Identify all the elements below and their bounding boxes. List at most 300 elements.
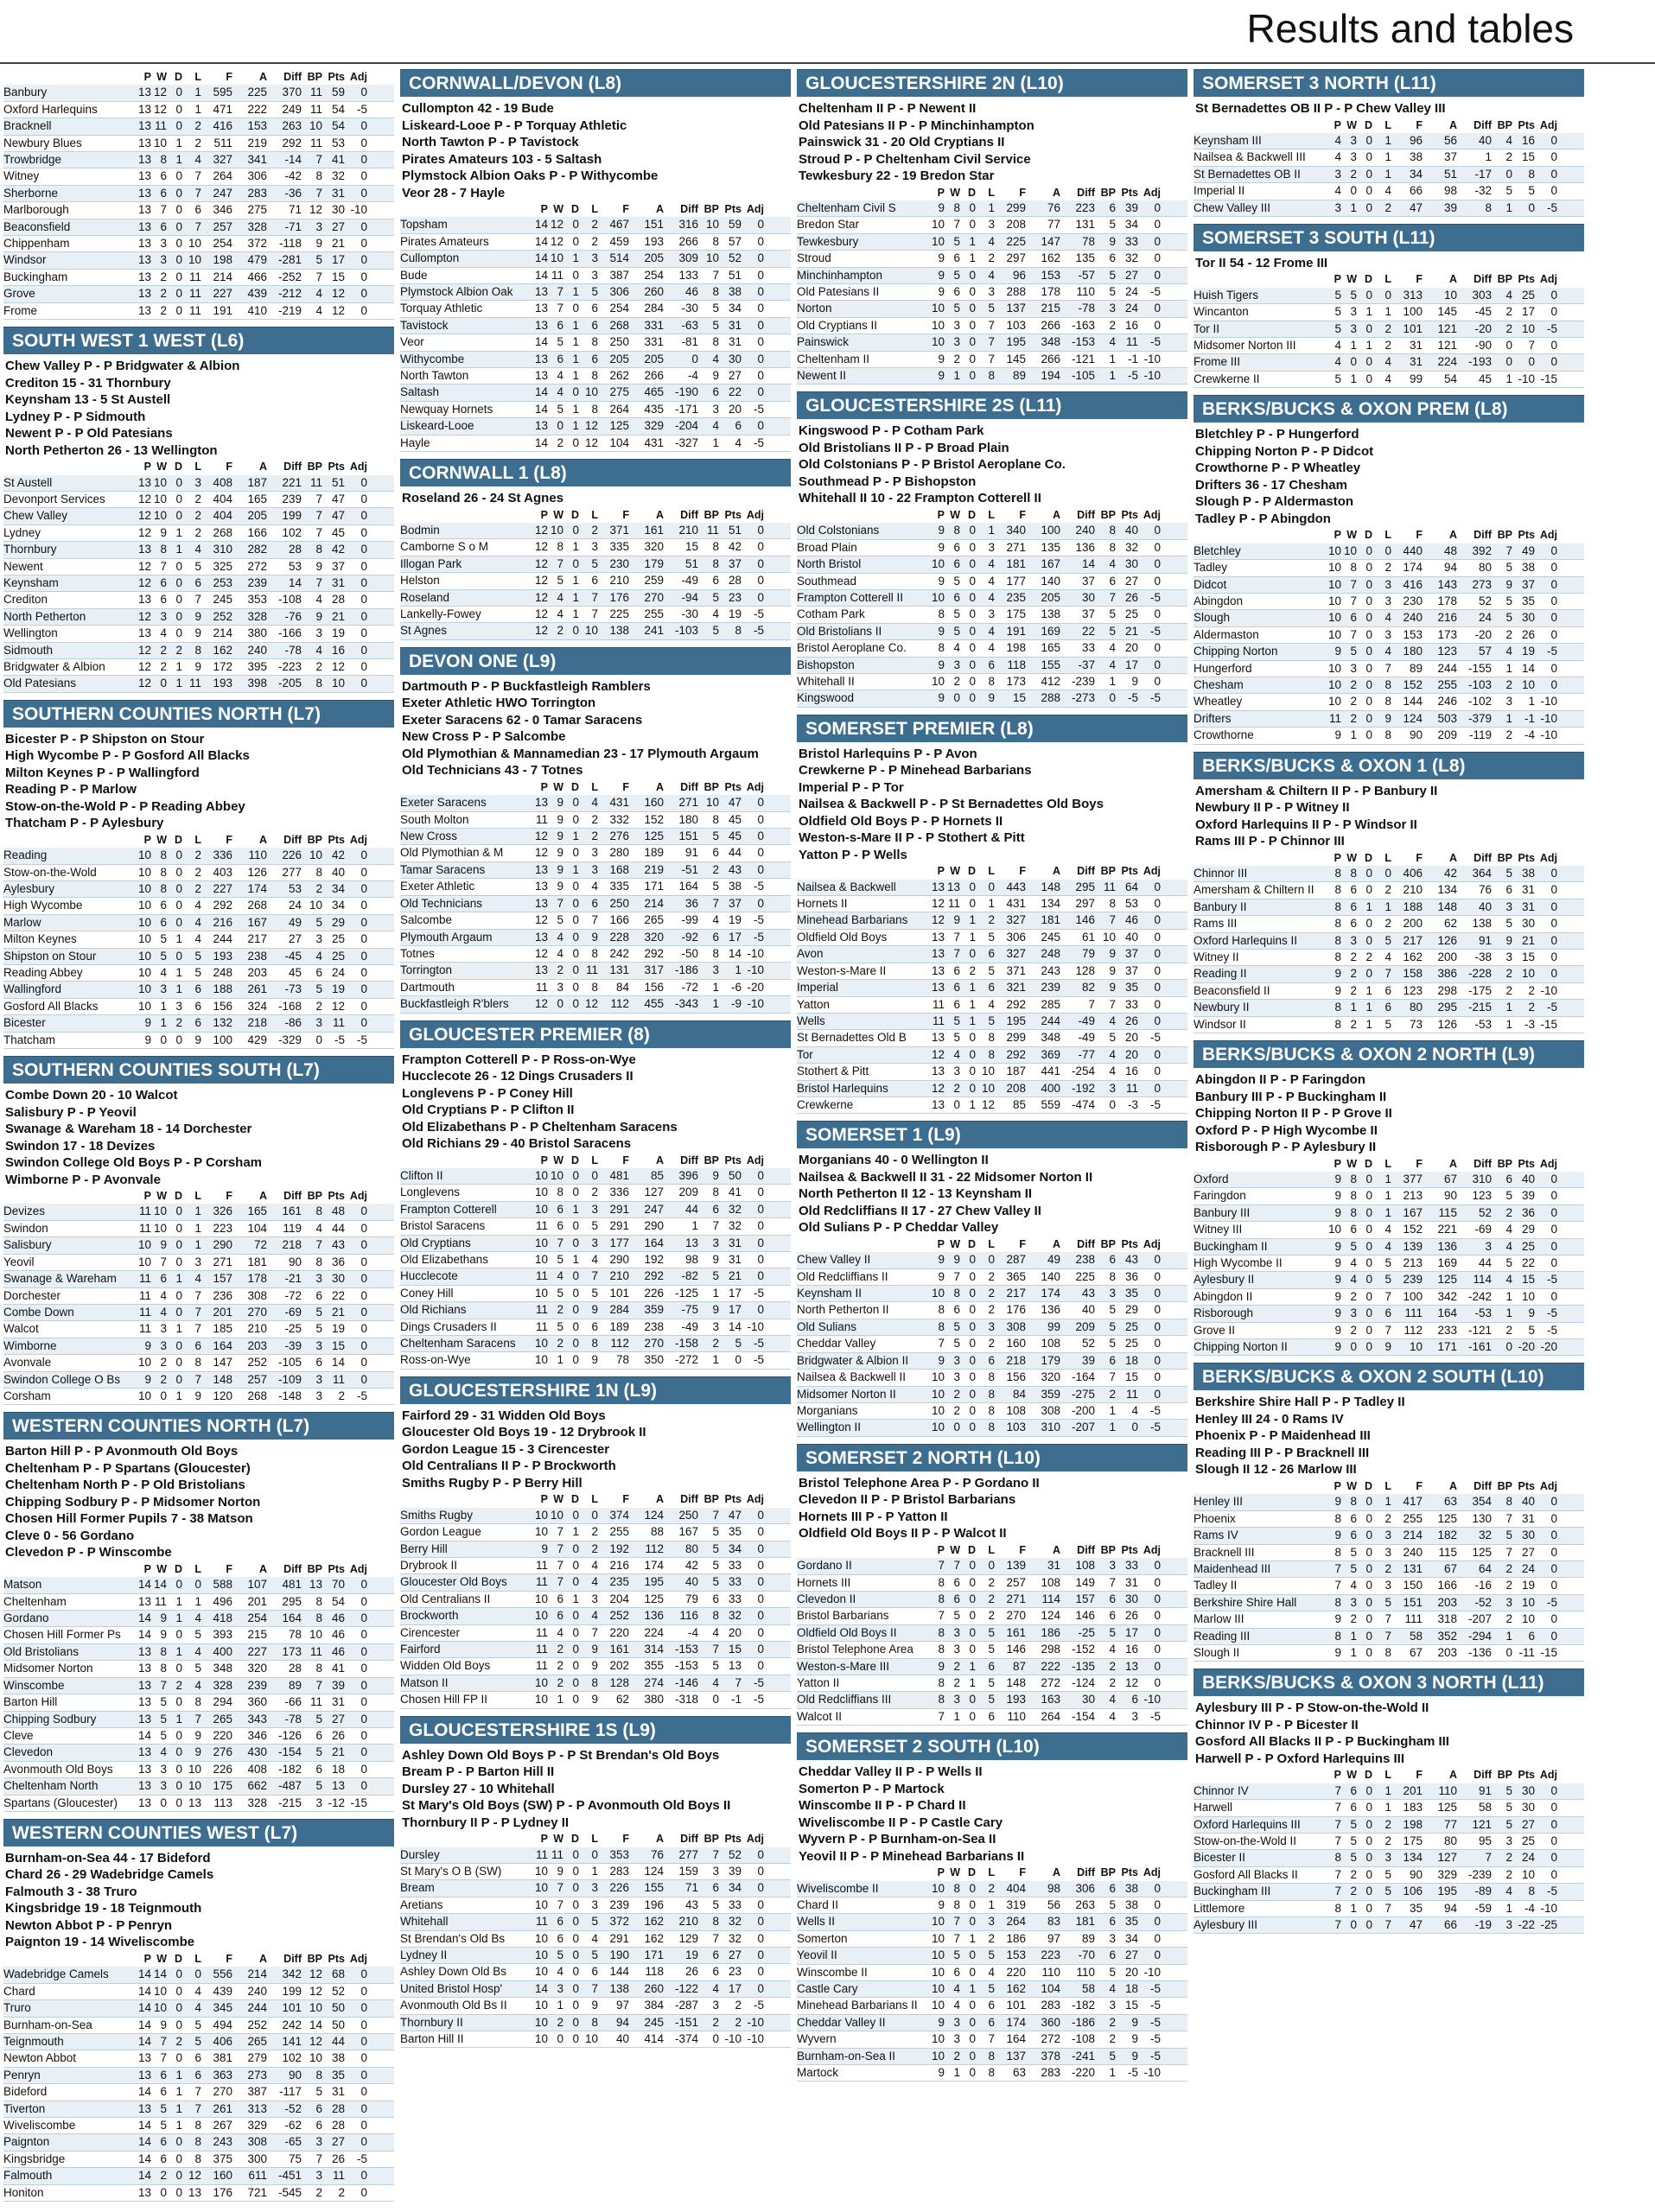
- stat-cell: -474: [1071, 1097, 1095, 1111]
- stat-cell: 4: [1384, 1239, 1391, 1253]
- stat-cell: 115: [1438, 1205, 1457, 1219]
- stat-cell: 8: [591, 1675, 598, 1689]
- stat-cell: 3: [953, 335, 960, 349]
- stat-cell: 10: [1409, 1340, 1423, 1353]
- stat-cell: 3: [315, 626, 322, 640]
- stat-cell: 0: [1365, 1529, 1372, 1542]
- table-row: [1194, 882, 1584, 899]
- table-header-cell: BP: [1497, 118, 1512, 131]
- stat-cell: 8: [160, 849, 167, 862]
- team-name: Tavistock: [400, 318, 449, 332]
- table-row: [3, 1221, 394, 1237]
- stat-cell: 7: [194, 1712, 201, 1726]
- stat-cell: 2: [175, 1016, 182, 1030]
- stat-cell: 0: [969, 2032, 976, 2046]
- league-table: [3, 848, 394, 1049]
- stat-cell: 10: [931, 1948, 945, 1962]
- stat-cell: 1: [1109, 674, 1116, 688]
- stat-cell: 167: [678, 1525, 698, 1539]
- results-list: [400, 678, 791, 779]
- stat-cell: 1: [1365, 983, 1372, 997]
- stat-cell: 2: [557, 963, 563, 977]
- stat-cell: 6: [591, 574, 598, 588]
- team-name: Barton Hill: [3, 1695, 58, 1709]
- stat-cell: 2: [591, 812, 598, 826]
- stat-cell: 0: [1550, 1172, 1557, 1185]
- stat-cell: 125: [609, 419, 629, 433]
- stat-cell: 6: [1350, 1529, 1357, 1542]
- table-header-cell: BP: [1497, 1479, 1512, 1492]
- table-header-cell: L: [194, 1952, 201, 1965]
- team-name: Cheltenham Saracens: [400, 1337, 516, 1350]
- table-header-cell: W: [1346, 118, 1357, 131]
- stat-cell: 222: [1041, 1659, 1060, 1673]
- stat-cell: 23: [728, 1965, 742, 1979]
- stat-cell: -53: [1474, 1306, 1492, 1320]
- stat-cell: 12: [550, 234, 563, 248]
- stat-cell: 10: [534, 1508, 548, 1522]
- stat-cell: 270: [247, 1305, 267, 1319]
- result-line: Gloucester Old Boys 19 - 12 Drybrook II: [402, 1425, 646, 1440]
- stat-cell: 9: [194, 1745, 201, 1759]
- stat-cell: 165: [247, 492, 267, 505]
- results-list: [797, 1764, 1187, 1865]
- table-header-cell: Adj: [1143, 1866, 1161, 1879]
- stat-cell: 1: [1350, 1001, 1357, 1014]
- league-table: [400, 1168, 791, 1370]
- stat-cell: 318: [1437, 1612, 1457, 1626]
- result-line: Bream P - P Barton Hill II: [402, 1764, 555, 1780]
- stat-cell: 240: [247, 643, 267, 657]
- stat-cell: 310: [213, 543, 232, 556]
- table-row: [1194, 866, 1584, 882]
- stat-cell: 19: [331, 626, 345, 640]
- table-header-cell: Diff: [1077, 1543, 1095, 1556]
- stat-cell: 443: [1006, 880, 1026, 893]
- stat-cell: 11: [535, 1847, 548, 1861]
- table-header-cell: [400, 1153, 530, 1168]
- stat-cell: 1: [194, 1238, 201, 1252]
- stat-cell: 327: [1006, 947, 1026, 961]
- stat-cell: 295: [1075, 880, 1095, 893]
- stat-cell: 6: [1350, 917, 1357, 931]
- stat-cell: 4: [160, 1745, 167, 1759]
- stat-cell: 4: [194, 1678, 201, 1692]
- table-header-cell: P: [937, 1866, 945, 1879]
- stat-cell: 1: [1109, 1421, 1116, 1434]
- stat-cell: 4: [988, 557, 995, 571]
- stat-cell: 0: [969, 2049, 976, 2063]
- stat-cell: 16: [1521, 133, 1535, 147]
- stat-cell: 46: [331, 1611, 345, 1625]
- stat-cell: 10: [931, 590, 945, 604]
- stat-cell: 13: [137, 1745, 151, 1759]
- table-row: [1194, 560, 1584, 576]
- stat-cell: 5: [315, 1779, 322, 1793]
- stat-cell: 227: [213, 882, 232, 895]
- table-row: [400, 896, 791, 912]
- stat-cell: 3: [591, 1236, 598, 1249]
- team-name: High Wycombe II: [1194, 1255, 1283, 1269]
- stat-cell: 181: [247, 1255, 267, 1268]
- stat-cell: 6: [1109, 1592, 1116, 1605]
- stat-cell: 0: [1550, 1817, 1557, 1831]
- stat-cell: 4: [315, 1221, 322, 1235]
- team-name: Didcot: [1194, 577, 1227, 591]
- table-row: [400, 1592, 791, 1608]
- stat-cell: -5: [753, 1286, 764, 1300]
- stat-cell: 102: [282, 525, 302, 539]
- league-section: [3, 69, 394, 320]
- stat-cell: 245: [644, 2015, 664, 2029]
- stat-cell: 0: [1365, 1323, 1372, 1337]
- stat-cell: 2: [194, 136, 201, 149]
- stat-cell: 0: [1154, 1047, 1161, 1061]
- stat-cell: 559: [1041, 1097, 1060, 1111]
- stat-cell: 313: [247, 2101, 267, 2115]
- stat-cell: 3: [591, 540, 598, 554]
- stat-cell: -5: [1546, 1323, 1557, 1337]
- stat-cell: 6: [194, 1338, 201, 1352]
- stat-cell: 417: [1403, 1495, 1423, 1509]
- results-list: [797, 1152, 1187, 1236]
- stat-cell: -36: [284, 186, 302, 200]
- table-row: [3, 1577, 394, 1593]
- stat-cell: 294: [213, 1695, 232, 1709]
- stat-cell: 7: [1109, 1575, 1116, 1589]
- table-row: [400, 1864, 791, 1880]
- stat-cell: 6: [160, 169, 167, 183]
- stat-cell: 186: [1006, 1931, 1026, 1945]
- stat-cell: 7: [160, 559, 167, 573]
- stat-cell: -5: [753, 1337, 764, 1350]
- stat-cell: 3: [1350, 321, 1357, 335]
- stat-cell: 2: [1350, 967, 1357, 981]
- stat-cell: 2: [953, 352, 960, 365]
- stat-cell: 9: [712, 369, 719, 383]
- stat-cell: 11: [309, 475, 322, 489]
- stat-cell: -9: [730, 997, 742, 1011]
- stat-cell: 10: [1327, 594, 1341, 607]
- stat-cell: 44: [1478, 1255, 1492, 1269]
- stat-cell: 2: [1505, 1205, 1512, 1219]
- stat-cell: -5: [1149, 1982, 1161, 1996]
- table-row: [3, 865, 394, 881]
- table-row: [400, 368, 791, 385]
- stat-cell: 148: [213, 1372, 232, 1386]
- stat-cell: 9: [938, 574, 945, 588]
- team-name: Buckfastleigh R'blers: [400, 997, 509, 1011]
- stat-cell: 99: [1409, 372, 1423, 385]
- stat-cell: 153: [247, 119, 267, 133]
- team-name: Minehead Barbarians: [797, 913, 908, 927]
- stat-cell: -10: [1540, 711, 1557, 725]
- stat-cell: 0: [572, 268, 579, 282]
- stat-cell: 0: [1154, 607, 1161, 621]
- result-line: Gordon League 15 - 3 Cirencester: [402, 1441, 610, 1457]
- stat-cell: 6: [712, 930, 719, 944]
- result-line: Winscombe II P - P Chard II: [799, 1798, 966, 1814]
- stat-cell: 37: [331, 559, 345, 573]
- stat-cell: 8: [735, 624, 742, 638]
- stat-cell: 9: [1109, 234, 1116, 248]
- table-header-cell: D: [967, 1237, 976, 1250]
- stat-cell: 7: [938, 1337, 945, 1351]
- stat-cell: 52: [331, 1984, 345, 1998]
- league-table: [797, 200, 1187, 385]
- stat-cell: 0: [757, 369, 764, 383]
- stat-cell: 0: [175, 492, 182, 505]
- team-name: Aylesbury III: [1194, 1918, 1258, 1932]
- stat-cell: 53: [331, 136, 345, 149]
- stat-cell: 2: [712, 1337, 719, 1350]
- stat-cell: 162: [644, 1931, 664, 1945]
- stat-cell: 295: [1437, 1001, 1457, 1014]
- stat-cell: 13: [137, 1712, 151, 1726]
- stat-cell: 227: [213, 287, 232, 301]
- stat-cell: 0: [1528, 355, 1535, 369]
- stat-cell: 6: [1350, 883, 1357, 897]
- stat-cell: 6: [712, 1965, 719, 1979]
- stat-cell: 223: [213, 1221, 232, 1235]
- stat-cell: 8: [712, 335, 719, 349]
- stat-cell: 4: [1505, 1273, 1512, 1287]
- stat-cell: 46: [331, 1628, 345, 1642]
- table-row: [3, 2068, 394, 2084]
- table-row: [797, 1981, 1187, 1998]
- stat-cell: 10: [137, 932, 151, 946]
- stat-cell: 4: [591, 1558, 598, 1572]
- stat-cell: 252: [247, 1356, 267, 1370]
- stat-cell: -154: [277, 1745, 302, 1759]
- stat-cell: 201: [1403, 1783, 1423, 1797]
- table-row: [1194, 1867, 1584, 1884]
- stat-cell: 30: [1124, 557, 1138, 571]
- stat-cell: 6: [1109, 1915, 1116, 1929]
- stat-cell: 0: [1350, 355, 1357, 369]
- stat-cell: 5: [1350, 1851, 1357, 1865]
- stat-cell: 8: [1384, 1645, 1391, 1659]
- stat-cell: 195: [1006, 335, 1026, 349]
- team-name: Henley III: [1194, 1495, 1244, 1509]
- stat-cell: 14: [534, 1981, 548, 1995]
- stat-cell: 160: [644, 796, 664, 810]
- stat-cell: 222: [247, 102, 267, 116]
- stat-cell: 162: [1006, 1982, 1026, 1996]
- stat-cell: 244: [1041, 1014, 1060, 1027]
- stat-cell: 0: [175, 219, 182, 233]
- stat-cell: 300: [247, 2152, 267, 2165]
- stat-cell: -125: [674, 1286, 698, 1300]
- stat-cell: 0: [572, 1675, 579, 1689]
- stat-cell: 8: [591, 402, 598, 416]
- stat-cell: 198: [1006, 641, 1026, 655]
- stat-cell: 6: [591, 896, 598, 910]
- team-name: Phoenix: [1194, 1511, 1236, 1525]
- table-row: [3, 2018, 394, 2034]
- table-row: [400, 1964, 791, 1980]
- stat-cell: 138: [609, 1981, 629, 1995]
- stat-cell: 19: [684, 1948, 698, 1961]
- stat-cell: 138: [1041, 607, 1060, 621]
- stat-cell: 2: [1109, 1659, 1116, 1673]
- result-line: Wyvern P - P Burnham-on-Sea II: [799, 1832, 996, 1847]
- stat-cell: 0: [757, 1541, 764, 1555]
- table-row: [400, 1185, 791, 1201]
- stat-cell: 298: [1437, 983, 1457, 997]
- stat-cell: 0: [175, 186, 182, 200]
- table-row: [400, 1847, 791, 1864]
- team-name: Weston-s-Mare III: [797, 1659, 890, 1673]
- stat-cell: 1: [175, 1272, 182, 1286]
- stat-cell: 7: [953, 218, 960, 232]
- team-name: Drifters: [1194, 711, 1232, 725]
- stat-cell: 5: [557, 1948, 563, 1961]
- stat-cell: 62: [615, 1693, 629, 1707]
- stat-cell: 0: [1365, 1561, 1372, 1575]
- stat-cell: 6: [712, 574, 719, 588]
- table-row: [3, 1389, 394, 1405]
- table-row: [400, 573, 791, 589]
- stat-cell: 12: [931, 913, 945, 927]
- stat-cell: 98: [1047, 1881, 1060, 1895]
- stat-cell: 0: [1505, 1340, 1512, 1353]
- team-name: Newton Abbot: [3, 2051, 77, 2065]
- stat-cell: -166: [277, 626, 302, 640]
- table-row: [1194, 543, 1584, 560]
- team-name: Newent II: [797, 368, 847, 382]
- stat-cell: 7: [557, 285, 563, 299]
- stat-cell: 3: [160, 1762, 167, 1776]
- team-name: Tadley II: [1194, 1579, 1238, 1592]
- stat-cell: 0: [1154, 1253, 1161, 1267]
- stat-cell: 71: [288, 203, 302, 217]
- stat-cell: 44: [728, 846, 742, 860]
- stat-cell: 5: [160, 932, 167, 946]
- stat-cell: 130: [1472, 1511, 1492, 1525]
- stat-cell: 42: [1443, 866, 1457, 880]
- stat-cell: 76: [1478, 883, 1492, 897]
- stat-cell: 1: [572, 251, 579, 265]
- results-list: [797, 423, 1187, 507]
- results-list: [797, 746, 1187, 864]
- table-row: [3, 848, 394, 864]
- stat-cell: 37: [1081, 607, 1095, 621]
- stat-cell: 10: [931, 2032, 945, 2046]
- stat-cell: 134: [1437, 883, 1457, 897]
- stat-cell: 14: [153, 1578, 167, 1592]
- team-name: Burnham-on-Sea: [3, 2018, 92, 2031]
- stat-cell: 8: [712, 1185, 719, 1199]
- stat-cell: 1: [175, 543, 182, 556]
- stat-cell: 2: [557, 1642, 563, 1656]
- stat-cell: 0: [360, 1779, 367, 1793]
- stat-cell: 3: [953, 1353, 960, 1367]
- table-header-cell: BP: [1100, 508, 1116, 521]
- stat-cell: 5: [557, 1252, 563, 1266]
- stat-cell: 160: [1006, 1337, 1026, 1351]
- stat-cell: 10: [137, 865, 151, 879]
- stat-cell: 9: [938, 352, 945, 365]
- stat-cell: 0: [757, 1625, 764, 1639]
- result-line: Bicester P - P Shipston on Stour: [5, 731, 205, 747]
- table-row: [400, 590, 791, 607]
- stat-cell: 8: [1528, 167, 1535, 181]
- table-row: [3, 931, 394, 948]
- table-header-cell: Adj: [1143, 865, 1161, 878]
- table-row: [797, 217, 1187, 233]
- table-header-cell: F: [1416, 118, 1423, 131]
- stat-cell: 10: [534, 1897, 548, 1911]
- table-row: [1194, 899, 1584, 916]
- stat-cell: 1: [988, 200, 995, 214]
- stat-cell: 0: [360, 287, 367, 301]
- stat-cell: 6: [988, 1709, 995, 1723]
- stat-cell: 0: [572, 1999, 579, 2012]
- table-row: [400, 2031, 791, 2048]
- table-row: [3, 592, 394, 608]
- stat-cell: 12: [931, 897, 945, 911]
- stat-cell: 30: [1521, 917, 1535, 931]
- stat-cell: 0: [1550, 1612, 1557, 1626]
- table-row: [3, 626, 394, 642]
- stat-cell: 404: [1006, 1881, 1026, 1895]
- stat-cell: 126: [1437, 1017, 1457, 1031]
- team-name: Swindon: [3, 1221, 48, 1235]
- stat-cell: 1: [1384, 1801, 1391, 1815]
- table-header-cell: Adj: [1539, 1157, 1557, 1170]
- table-header-cell: Adj: [746, 1493, 764, 1506]
- result-line: Old Sulians P - P Cheddar Valley: [799, 1220, 999, 1236]
- stat-cell: 5: [953, 624, 960, 638]
- stat-cell: 0: [1550, 305, 1557, 319]
- stat-cell: 203: [247, 1338, 267, 1352]
- table-header-cell: F: [622, 1833, 629, 1846]
- team-name: Drybrook II: [400, 1558, 458, 1572]
- stat-cell: 2: [988, 1592, 995, 1605]
- stat-cell: 136: [1075, 540, 1095, 554]
- stat-cell: 1: [953, 368, 960, 382]
- stat-cell: 0: [360, 2034, 367, 2048]
- stat-cell: 77: [1443, 1817, 1457, 1831]
- table-header: [400, 1831, 791, 1847]
- table-header: [797, 1542, 1187, 1558]
- stat-cell: 43: [331, 1238, 345, 1252]
- stat-cell: 33: [1081, 641, 1095, 655]
- stat-cell: 252: [609, 1609, 629, 1623]
- stat-cell: 290: [644, 1219, 664, 1233]
- stat-cell: 13: [137, 1678, 151, 1692]
- stat-cell: 4: [1384, 355, 1391, 369]
- stat-cell: 5: [315, 1305, 322, 1319]
- table-row: [1194, 1783, 1584, 1800]
- table-header-cell: W: [553, 508, 563, 521]
- stat-cell: 7: [315, 575, 322, 589]
- stat-cell: 1: [1384, 305, 1391, 319]
- stat-cell: 3: [988, 540, 995, 554]
- league-title: CORNWALL/DEVON (L8): [400, 69, 791, 97]
- stat-cell: 28: [288, 1662, 302, 1675]
- stat-cell: 1: [175, 966, 182, 980]
- table-header-cell: P: [540, 203, 548, 215]
- stat-cell: 0: [1365, 594, 1372, 607]
- table-row: [3, 1015, 394, 1032]
- stat-cell: 308: [247, 2135, 267, 2149]
- stat-cell: 7: [557, 1897, 563, 1911]
- stat-cell: 5: [1350, 288, 1357, 302]
- stat-cell: 0: [360, 2119, 367, 2132]
- table-header-cell: F: [1416, 851, 1423, 864]
